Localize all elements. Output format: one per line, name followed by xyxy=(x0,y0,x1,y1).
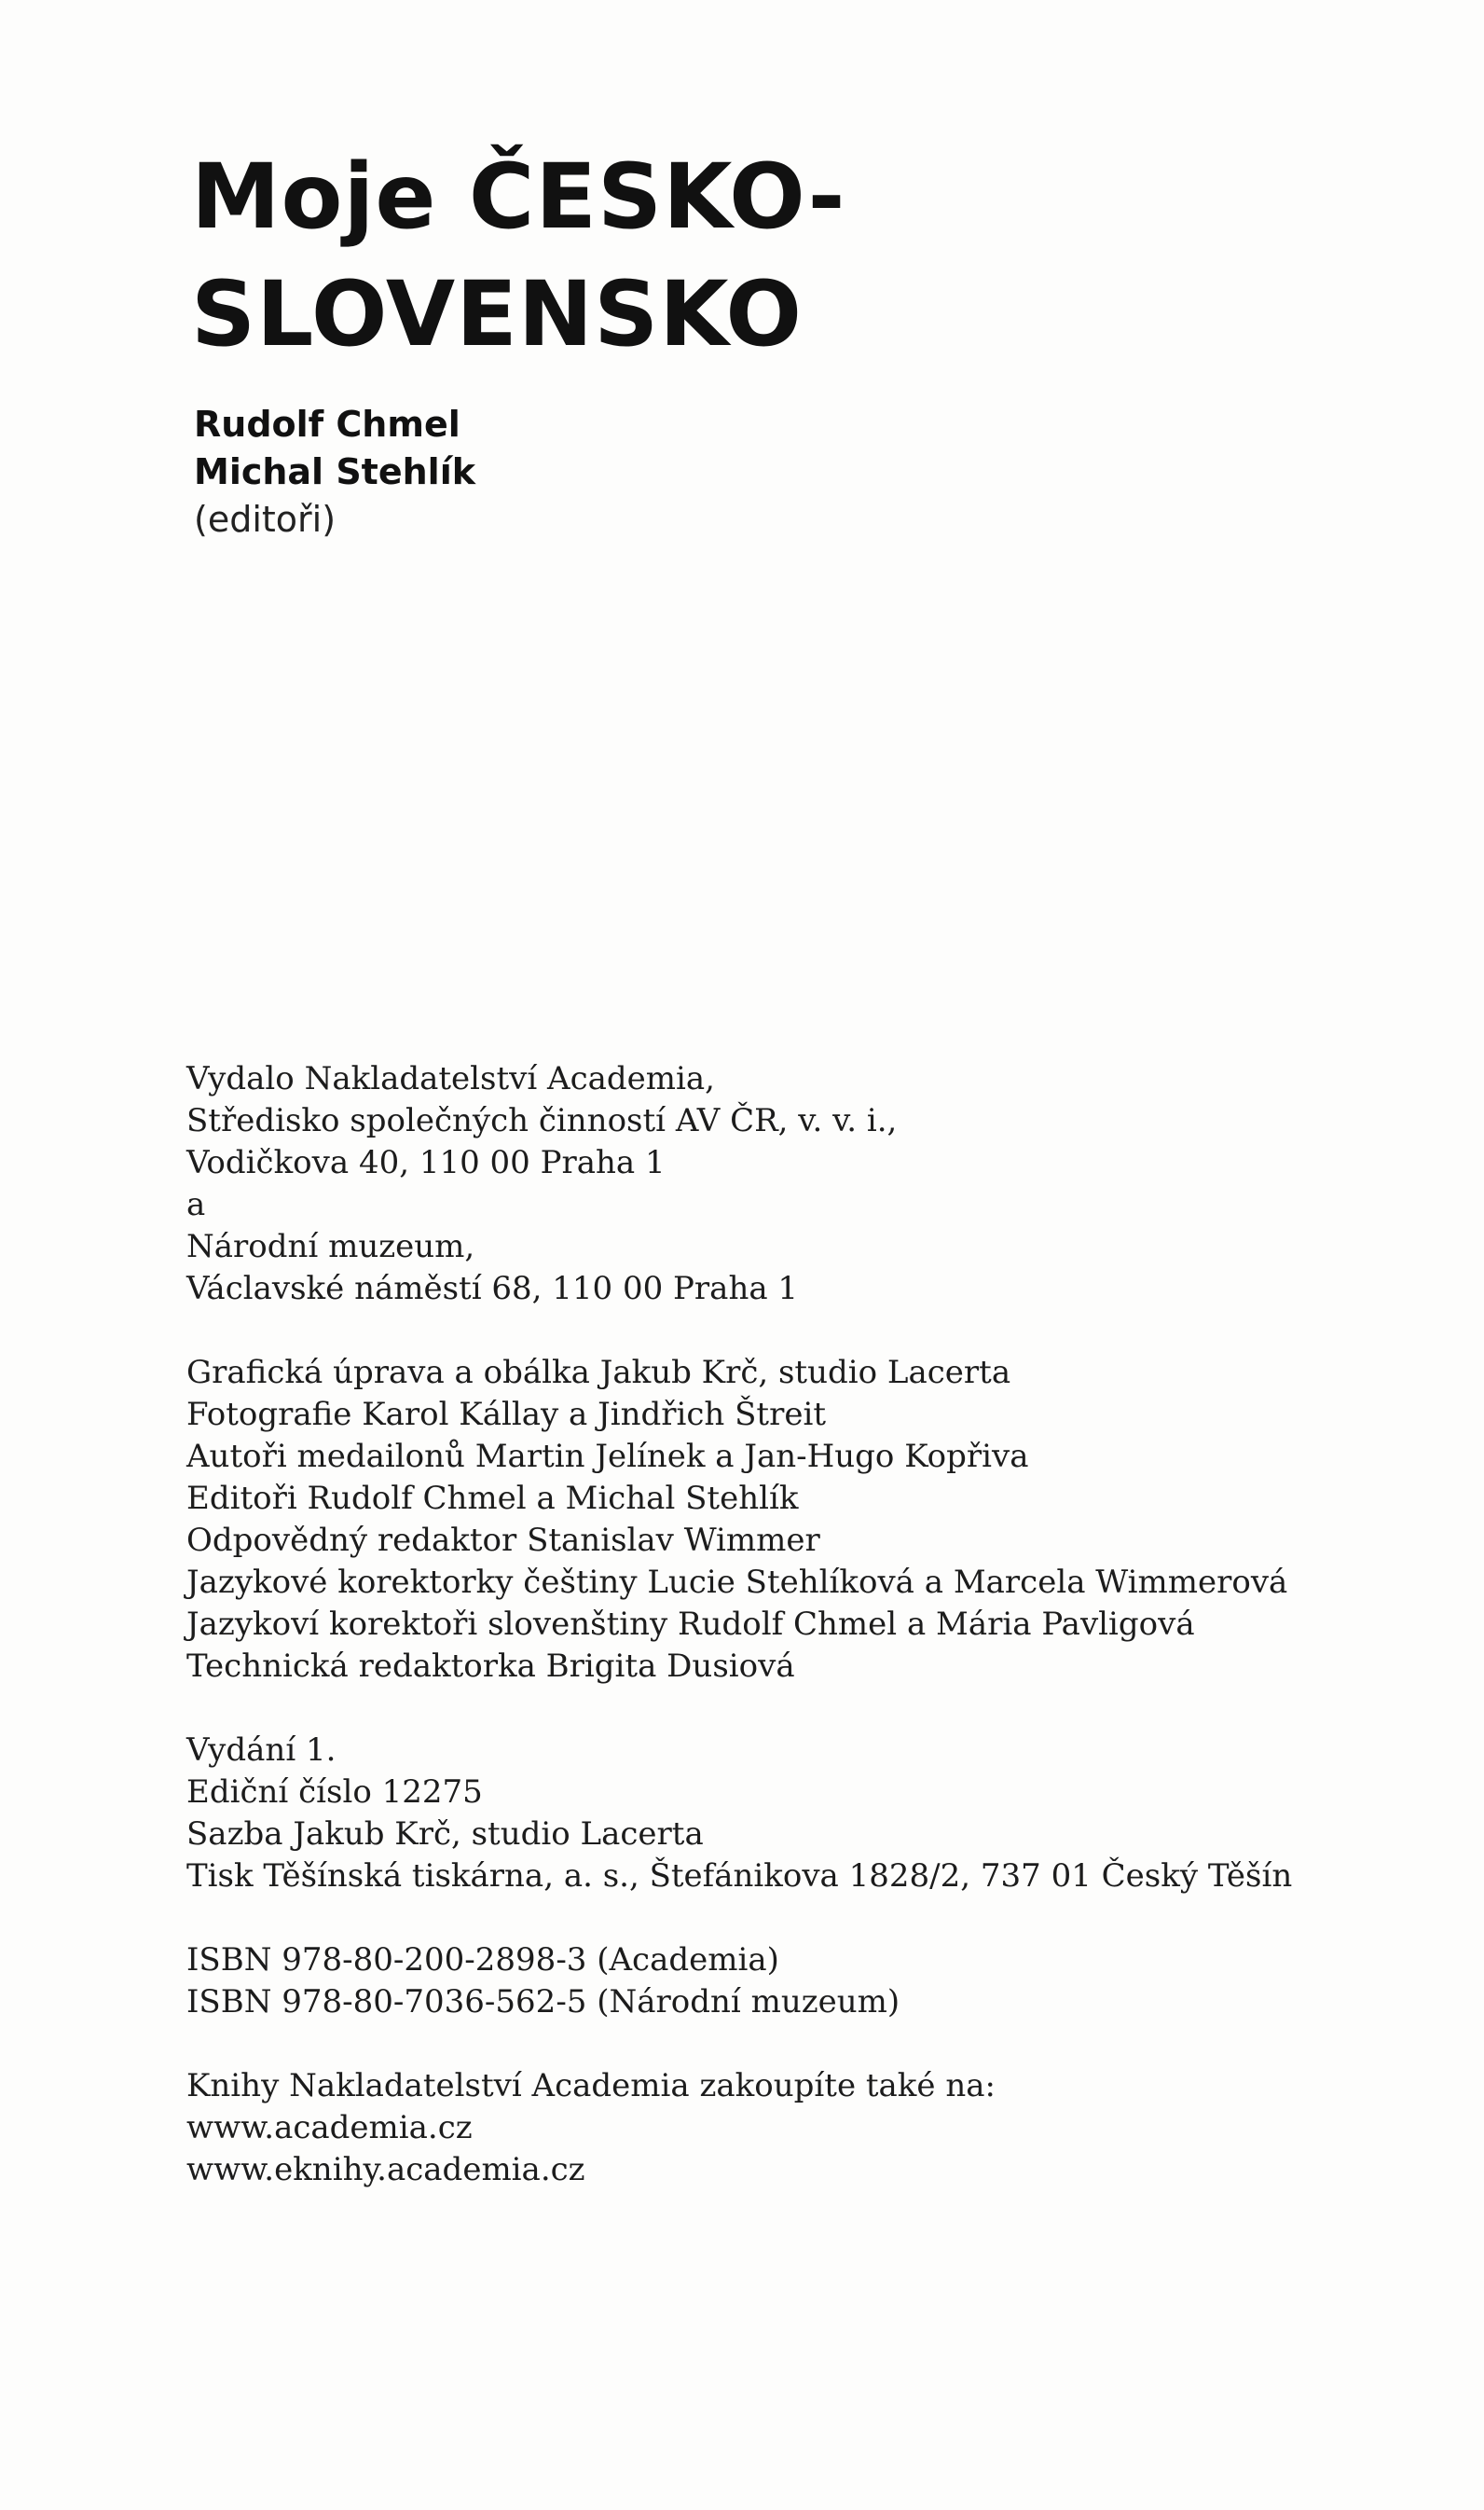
credit-line: Editoři Rudolf Chmel a Michal Stehlík xyxy=(186,1480,799,1517)
publisher-line: Středisko společných činností AV ČR, v. v. i., xyxy=(186,1102,898,1139)
edition-block xyxy=(186,1730,1417,1897)
edition-line: Tisk Těšínská tiskárna, a. s., Štefánikova 1828/2, 737 01 Český Těšín xyxy=(186,1857,1293,1895)
book-title-line-2: SLOVENSKO xyxy=(191,262,803,366)
purchase-block xyxy=(186,2065,1417,2191)
edition-line: Vydání 1. xyxy=(186,1731,337,1769)
publisher-line: Vodičkova 40, 110 00 Praha 1 xyxy=(186,1144,666,1181)
book-title-line-1: Moje ČESKO- xyxy=(191,145,846,249)
publisher-line: Národní muzeum, xyxy=(186,1228,475,1265)
publisher-line: Vydalo Nakladatelství Academia, xyxy=(186,1060,715,1097)
imprint xyxy=(186,1058,1417,2191)
credit-line: Jazykové korektorky češtiny Lucie Stehlíková a Marcela Wimmerová xyxy=(186,1564,1288,1601)
purchase-note: Knihy Nakladatelství Academia zakoupíte také na: xyxy=(186,2067,996,2104)
editor-name: Michal Stehlík xyxy=(194,451,475,492)
book-title xyxy=(191,138,845,373)
credit-line: Jazykoví korektoři slovenštiny Rudolf Chmel a Mária Pavligová xyxy=(186,1606,1195,1643)
website-url: www.academia.cz xyxy=(186,2109,473,2146)
credit-line: Technická redaktorka Brigita Dusiová xyxy=(186,1648,795,1685)
credit-line: Autoři medailonů Martin Jelínek a Jan-Hugo Kopřiva xyxy=(186,1438,1029,1475)
website-url: www.eknihy.academia.cz xyxy=(186,2151,585,2188)
edition-line: Sazba Jakub Krč, studio Lacerta xyxy=(186,1815,704,1853)
isbn-block xyxy=(186,1939,1417,2023)
isbn-line: ISBN 978-80-200-2898-3 (Academia) xyxy=(186,1941,779,1979)
isbn-line: ISBN 978-80-7036-562-5 (Národní muzeum) xyxy=(186,1983,900,2020)
credit-line: Odpovědný redaktor Stanislav Wimmer xyxy=(186,1522,820,1559)
publisher-line: a xyxy=(186,1186,206,1223)
credit-line: Fotografie Karol Kállay a Jindřich Štreit xyxy=(186,1396,826,1433)
editors-role: (editoři) xyxy=(194,499,337,540)
credits-block xyxy=(186,1352,1417,1688)
edition-line: Ediční číslo 12275 xyxy=(186,1773,483,1811)
credit-line: Grafická úprava a obálka Jakub Krč, studio Lacerta xyxy=(186,1354,1011,1391)
publisher-block xyxy=(186,1058,1417,1310)
publisher-line: Václavské náměstí 68, 110 00 Praha 1 xyxy=(186,1270,799,1307)
editors-block xyxy=(194,401,475,544)
editor-name: Rudolf Chmel xyxy=(194,404,460,445)
